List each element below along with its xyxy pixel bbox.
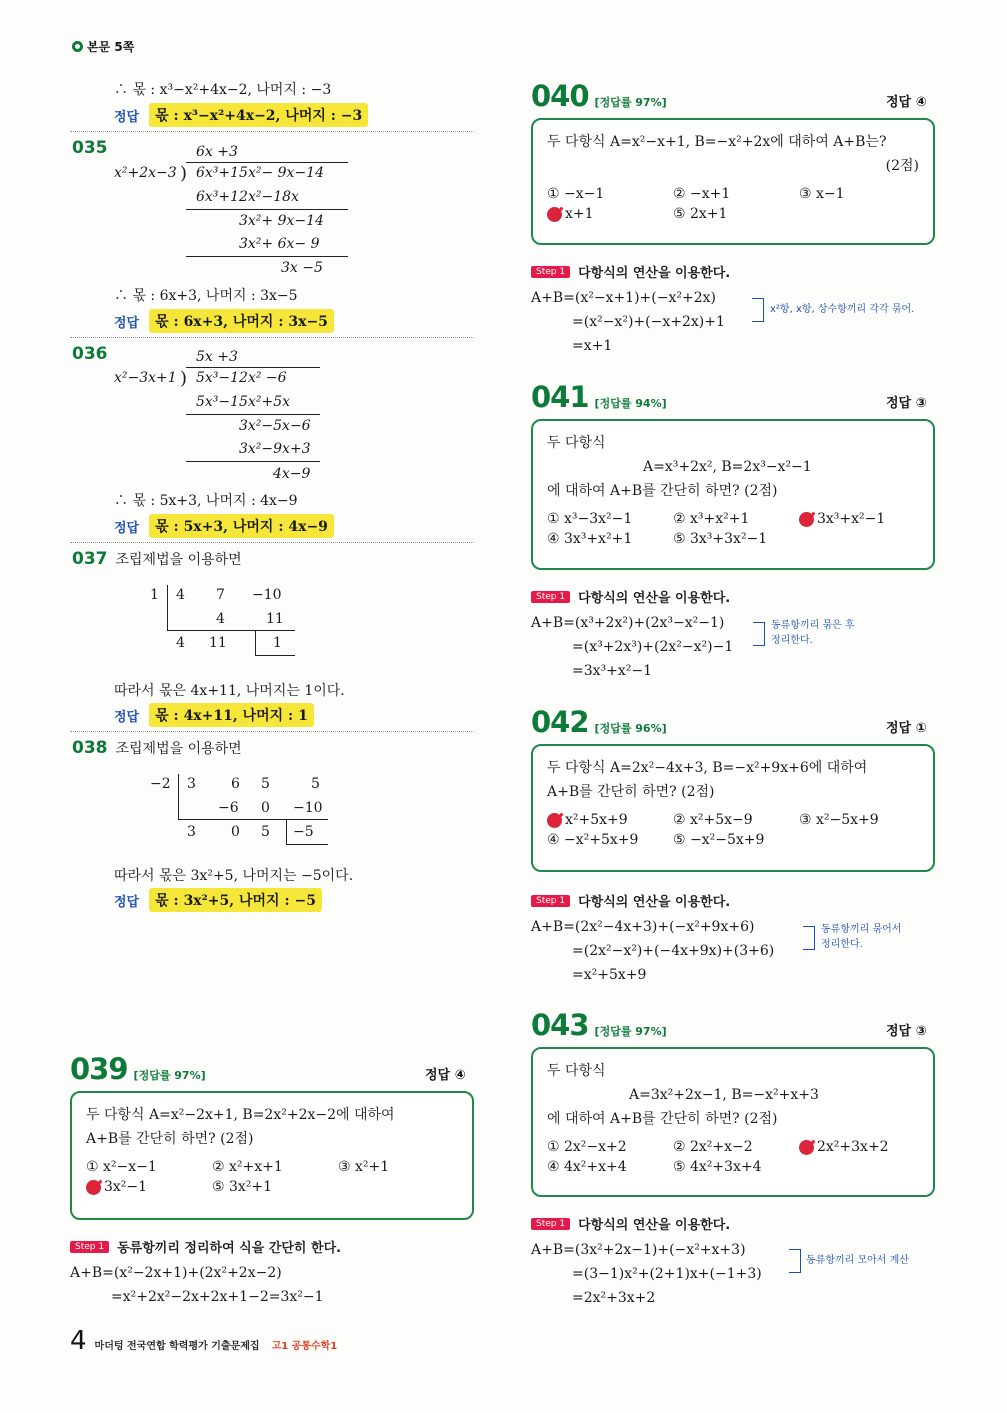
q036-conclusion: ∴ 몫 : 5x+3, 나머지 : 4x−9 [114,493,298,509]
choice-2[interactable]: ② −x+1 [673,186,731,202]
synthetic-root: 1 [150,587,159,603]
question-text: 에 대하여 A+B를 간단히 하면? (2점) [547,1111,778,1127]
choice-5[interactable]: ⑤ 2x+1 [673,206,728,222]
q035-divisor: x²+2x−3 [114,165,177,181]
choice-list [547,511,919,547]
remainder-box-line [286,844,328,845]
choice-3[interactable]: ③ x²−5x+9 [799,812,879,828]
answer-label: 정답 [114,315,140,331]
division-bar [186,367,320,368]
synthetic-cell: 4 [216,611,225,627]
synthetic-cell: 7 [216,587,225,603]
choice-3-selected[interactable]: 3x³+x²−1 [799,511,939,527]
choice-list [547,1139,919,1175]
q039-header [70,1052,206,1086]
q042-number: 042 [531,705,589,739]
divider [70,337,474,338]
choice-5[interactable]: ⑤ 4x²+3x+4 [673,1159,762,1175]
question-text: 두 다항식 A=x²−x+1, B=−x²+2x에 대하여 A+B는? [547,134,887,150]
q041-number: 041 [531,380,589,414]
synthetic-vertical-line [167,585,168,630]
circle-bullet-icon [72,41,83,52]
solution-line: A+B=(x³+2x²)+(2x³−x²−1) [531,615,725,631]
q034-answer [114,103,368,127]
divider [70,542,474,543]
question-text: A+B를 간단히 하면? (2점) [86,1131,254,1147]
solution-line: =(x²−x²)+(−x+2x)+1 [572,314,725,330]
choice-list [547,812,919,848]
choice-list [86,1159,458,1195]
q034-conclusion: ∴ 몫 : x³−x²+4x−2, 나머지 : −3 [114,82,332,98]
choice-4-selected[interactable]: 3x²−1 [86,1179,212,1195]
q037-number: 037 [72,549,108,569]
q038-number: 038 [72,738,108,758]
q042-correct-answer: 정답 ① [886,721,927,736]
step-badge: Step 1 [531,591,570,603]
red-check-icon [547,207,562,222]
solution-line: =(2x²−x²)+(−4x+9x)+(3+6) [572,943,775,959]
q043-number: 043 [531,1008,589,1042]
choice-4[interactable]: ④ 4x²+x+4 [547,1159,627,1175]
q041-correct-answer: 정답 ③ [886,396,927,411]
q036-row: 5x³−15x²+5x [196,394,291,410]
choice-5[interactable]: ⑤ 3x³+3x²−1 [673,531,768,547]
bracket-arrow-icon [803,926,815,950]
synthetic-cell: 5 [261,776,270,792]
choice-4[interactable]: ④ 3x³+x²+1 [547,531,633,547]
q038-intro: 조립제법을 이용하면 [115,741,242,757]
red-check-icon [799,1140,814,1155]
answer-highlight: 몫 : x³−x²+4x−2, 나머지 : −3 [149,103,368,127]
q039-step [70,1237,341,1256]
red-check-icon [547,813,562,828]
q043-correct-rate: [정답률 97%] [594,1025,667,1038]
subtraction-line [186,256,348,257]
q040-header [531,79,667,113]
q043-header [531,1008,667,1042]
synthetic-cell: 0 [261,800,270,816]
q041-header [531,380,667,414]
choice-5[interactable]: ⑤ 3x²+1 [212,1179,273,1195]
question-points: (2점) [885,158,919,174]
answer-label: 정답 [114,709,140,725]
red-check-icon [799,512,814,527]
division-bracket-icon: ) [180,368,188,389]
choice-1[interactable]: ① 2x²−x+2 [547,1139,627,1155]
synthetic-cell: −10 [293,800,323,816]
synthetic-cell: 5 [311,776,320,792]
step-title: 다항식의 연산을 이용한다. [578,266,731,281]
step-badge: Step 1 [531,1218,570,1230]
subtraction-line [186,461,320,462]
q039-number: 039 [70,1052,128,1086]
solution-note: x²항, x항, 상수항끼리 각각 묶어. [770,304,915,315]
synthetic-cell: 11 [266,611,284,627]
remainder-box-line [255,655,295,656]
page-number: 4 [70,1326,87,1356]
solution-line: A+B=(3x²+2x−1)+(−x²+x+3) [531,1242,746,1258]
q039-question-box [70,1091,474,1220]
q040-correct-answer: 정답 ④ [886,95,927,110]
remainder-box-line [286,819,287,844]
choice-3-selected[interactable]: 2x²+3x+2 [799,1139,939,1155]
solution-note: 동류항끼리 모아서 계산 [806,1255,909,1266]
subtraction-line [186,209,348,210]
step-title: 다항식의 연산을 이용한다. [578,895,731,910]
synthetic-root: −2 [150,776,171,792]
q039-correct-rate: [정답률 97%] [133,1069,206,1082]
q038-conclusion: 따라서 몫은 3x²+5, 나머지는 −5이다. [114,868,354,884]
subtraction-line [186,414,320,415]
question-text: 두 다항식 [547,1063,606,1079]
answer-highlight: 몫 : 3x²+5, 나머지 : −5 [149,888,322,912]
synthetic-cell: 4 [176,587,185,603]
divider [70,731,474,732]
q035-row: 3x²+ 9x−14 [239,213,324,229]
bracket-arrow-icon [752,298,764,322]
choice-4-selected[interactable]: x+1 [547,206,673,222]
divider [70,131,474,132]
q040-number: 040 [531,79,589,113]
step-badge: Step 1 [531,266,570,278]
solution-line: A+B=(x²−2x+1)+(2x²+2x−2) [70,1265,282,1281]
question-text: 두 다항식 A=x²−2x+1, B=2x²+2x−2에 대하여 [86,1107,395,1123]
choice-5[interactable]: ⑤ −x²−5x+9 [673,832,765,848]
step-badge: Step 1 [70,1241,109,1253]
solution-line: =x²+2x²−2x+2x+1−2=3x²−1 [111,1289,324,1305]
choice-1[interactable]: ① −x−1 [547,186,605,202]
q040-correct-rate: [정답률 97%] [594,96,667,109]
choice-1-selected[interactable]: x²+5x+9 [547,812,673,828]
q042-correct-rate: [정답률 96%] [594,722,667,735]
q036-dividend: 5x³−12x² −6 [196,370,287,386]
solution-line: =x²+5x+9 [572,967,647,983]
section-reference [72,38,134,55]
answer-highlight: 몫 : 6x+3, 나머지 : 3x−5 [149,309,334,333]
synthetic-cell: −6 [218,800,239,816]
q043-step [531,1214,730,1233]
book-subtitle: 고1 공통수학1 [271,1341,338,1352]
book-title: 마더텅 전국연합 학력평가 기출문제집 [94,1341,260,1352]
q035-conclusion: ∴ 몫 : 6x+3, 나머지 : 3x−5 [114,288,298,304]
question-text: 두 다항식 [547,435,606,451]
answer-label: 정답 [114,520,140,536]
q035-row: 3x²+ 6x− 9 [239,236,320,252]
solution-note: 동류항끼리 묶은 후 정리한다. [771,620,855,646]
solution-line: A+B=(2x²−4x+3)+(−x²+9x+6) [531,919,755,935]
q035-row: 6x³+12x²−18x [196,189,299,205]
synthetic-cell: 3 [187,776,196,792]
question-formula: A=3x²+2x−1, B=−x²+x+3 [629,1087,819,1103]
q037-header [72,549,242,569]
choice-2[interactable]: ② x³+x²+1 [673,511,750,527]
remainder-box-line [255,630,256,655]
synthetic-cell: 5 [261,824,270,840]
solution-line: =3x³+x²−1 [572,663,653,679]
synthetic-remainder: 1 [273,635,282,651]
red-check-icon [86,1180,101,1195]
q041-step [531,587,730,606]
choice-3[interactable]: ③ x−1 [799,186,845,202]
q036-row: 3x²−5x−6 [239,418,311,434]
synthetic-cell: 4 [176,635,185,651]
question-text: 두 다항식 A=2x²−4x+3, B=−x²+9x+6에 대하여 [547,760,868,776]
synthetic-cell: 11 [209,635,227,651]
q036-divisor: x²−3x+1 [114,370,177,386]
solution-line: =(3−1)x²+(2+1)x+(−1+3) [572,1266,762,1282]
q041-question-box [531,419,935,570]
q042-question-box [531,744,935,872]
choice-3[interactable]: ③ x²+1 [338,1159,390,1175]
answer-highlight: 몫 : 4x+11, 나머지 : 1 [149,703,314,727]
section-label: 본문 5쪽 [87,40,135,54]
question-text: A+B를 간단히 하면? (2점) [547,784,715,800]
q040-question-box [531,118,935,245]
question-formula: A=x³+2x², B=2x³−x²−1 [643,459,812,475]
division-bracket-icon: ) [180,163,188,184]
synthetic-vertical-line [178,774,179,819]
q036-answer [114,514,334,538]
answer-label: 정답 [114,109,140,125]
synthetic-cell: 3 [187,824,196,840]
solution-line: =(x³+2x³)+(2x²−x²)−1 [572,639,734,655]
q041-correct-rate: [정답률 94%] [594,397,667,410]
division-bar [186,162,348,163]
solution-line: =2x²+3x+2 [572,1290,656,1306]
q036-number: 036 [72,344,108,364]
synthetic-horizontal-line [167,630,295,631]
q043-correct-answer: 정답 ③ [886,1024,927,1039]
q036-quotient: 5x +3 [196,349,238,365]
q037-intro: 조립제법을 이용하면 [115,552,242,568]
q043-question-box [531,1047,935,1197]
solution-line: A+B=(x²−x+1)+(−x²+2x) [531,290,716,306]
q035-answer [114,309,334,333]
solution-note: 동류항끼리 묶어서 정리한다. [821,924,902,950]
choice-1[interactable]: ① x³−3x²−1 [547,511,633,527]
step-title: 동류항끼리 정리하여 식을 간단히 한다. [117,1241,342,1256]
q040-step [531,262,730,281]
q038-header [72,738,242,758]
q036-remainder: 4x−9 [273,466,311,482]
q035-dividend: 6x³+15x²− 9x−14 [196,165,324,181]
choice-2[interactable]: ② 2x²+x−2 [673,1139,753,1155]
q037-answer [114,703,314,727]
bracket-arrow-icon [789,1249,801,1273]
q035-quotient: 6x +3 [196,144,238,160]
synthetic-cell: 0 [231,824,240,840]
bracket-arrow-icon [753,622,765,646]
choice-4[interactable]: ④ −x²+5x+9 [547,832,639,848]
q042-step [531,891,730,910]
step-title: 다항식의 연산을 이용한다. [578,591,731,606]
q037-conclusion: 따라서 몫은 4x+11, 나머지는 1이다. [114,683,345,699]
q042-header [531,705,667,739]
answer-label: 정답 [114,894,140,910]
q039-correct-answer: 정답 ④ [425,1068,466,1083]
choice-list [547,186,919,222]
choice-2[interactable]: ② x²+x+1 [212,1159,283,1175]
answer-highlight: 몫 : 5x+3, 나머지 : 4x−9 [149,514,334,538]
synthetic-cell: −10 [252,587,282,603]
choice-2[interactable]: ② x²+5x−9 [673,812,753,828]
question-text: 에 대하여 A+B를 간단히 하면? (2점) [547,483,778,499]
solution-line: =x+1 [572,338,613,354]
step-badge: Step 1 [531,895,570,907]
synthetic-cell: 6 [231,776,240,792]
q035-remainder: 3x −5 [281,260,323,276]
synthetic-horizontal-line [178,819,328,820]
synthetic-remainder: −5 [293,824,314,840]
page-footer [70,1326,337,1356]
q036-row: 3x²−9x+3 [239,441,311,457]
q035-number: 035 [72,138,108,158]
choice-1[interactable]: ① x²−x−1 [86,1159,157,1175]
q038-answer [114,888,322,912]
step-title: 다항식의 연산을 이용한다. [578,1218,731,1233]
